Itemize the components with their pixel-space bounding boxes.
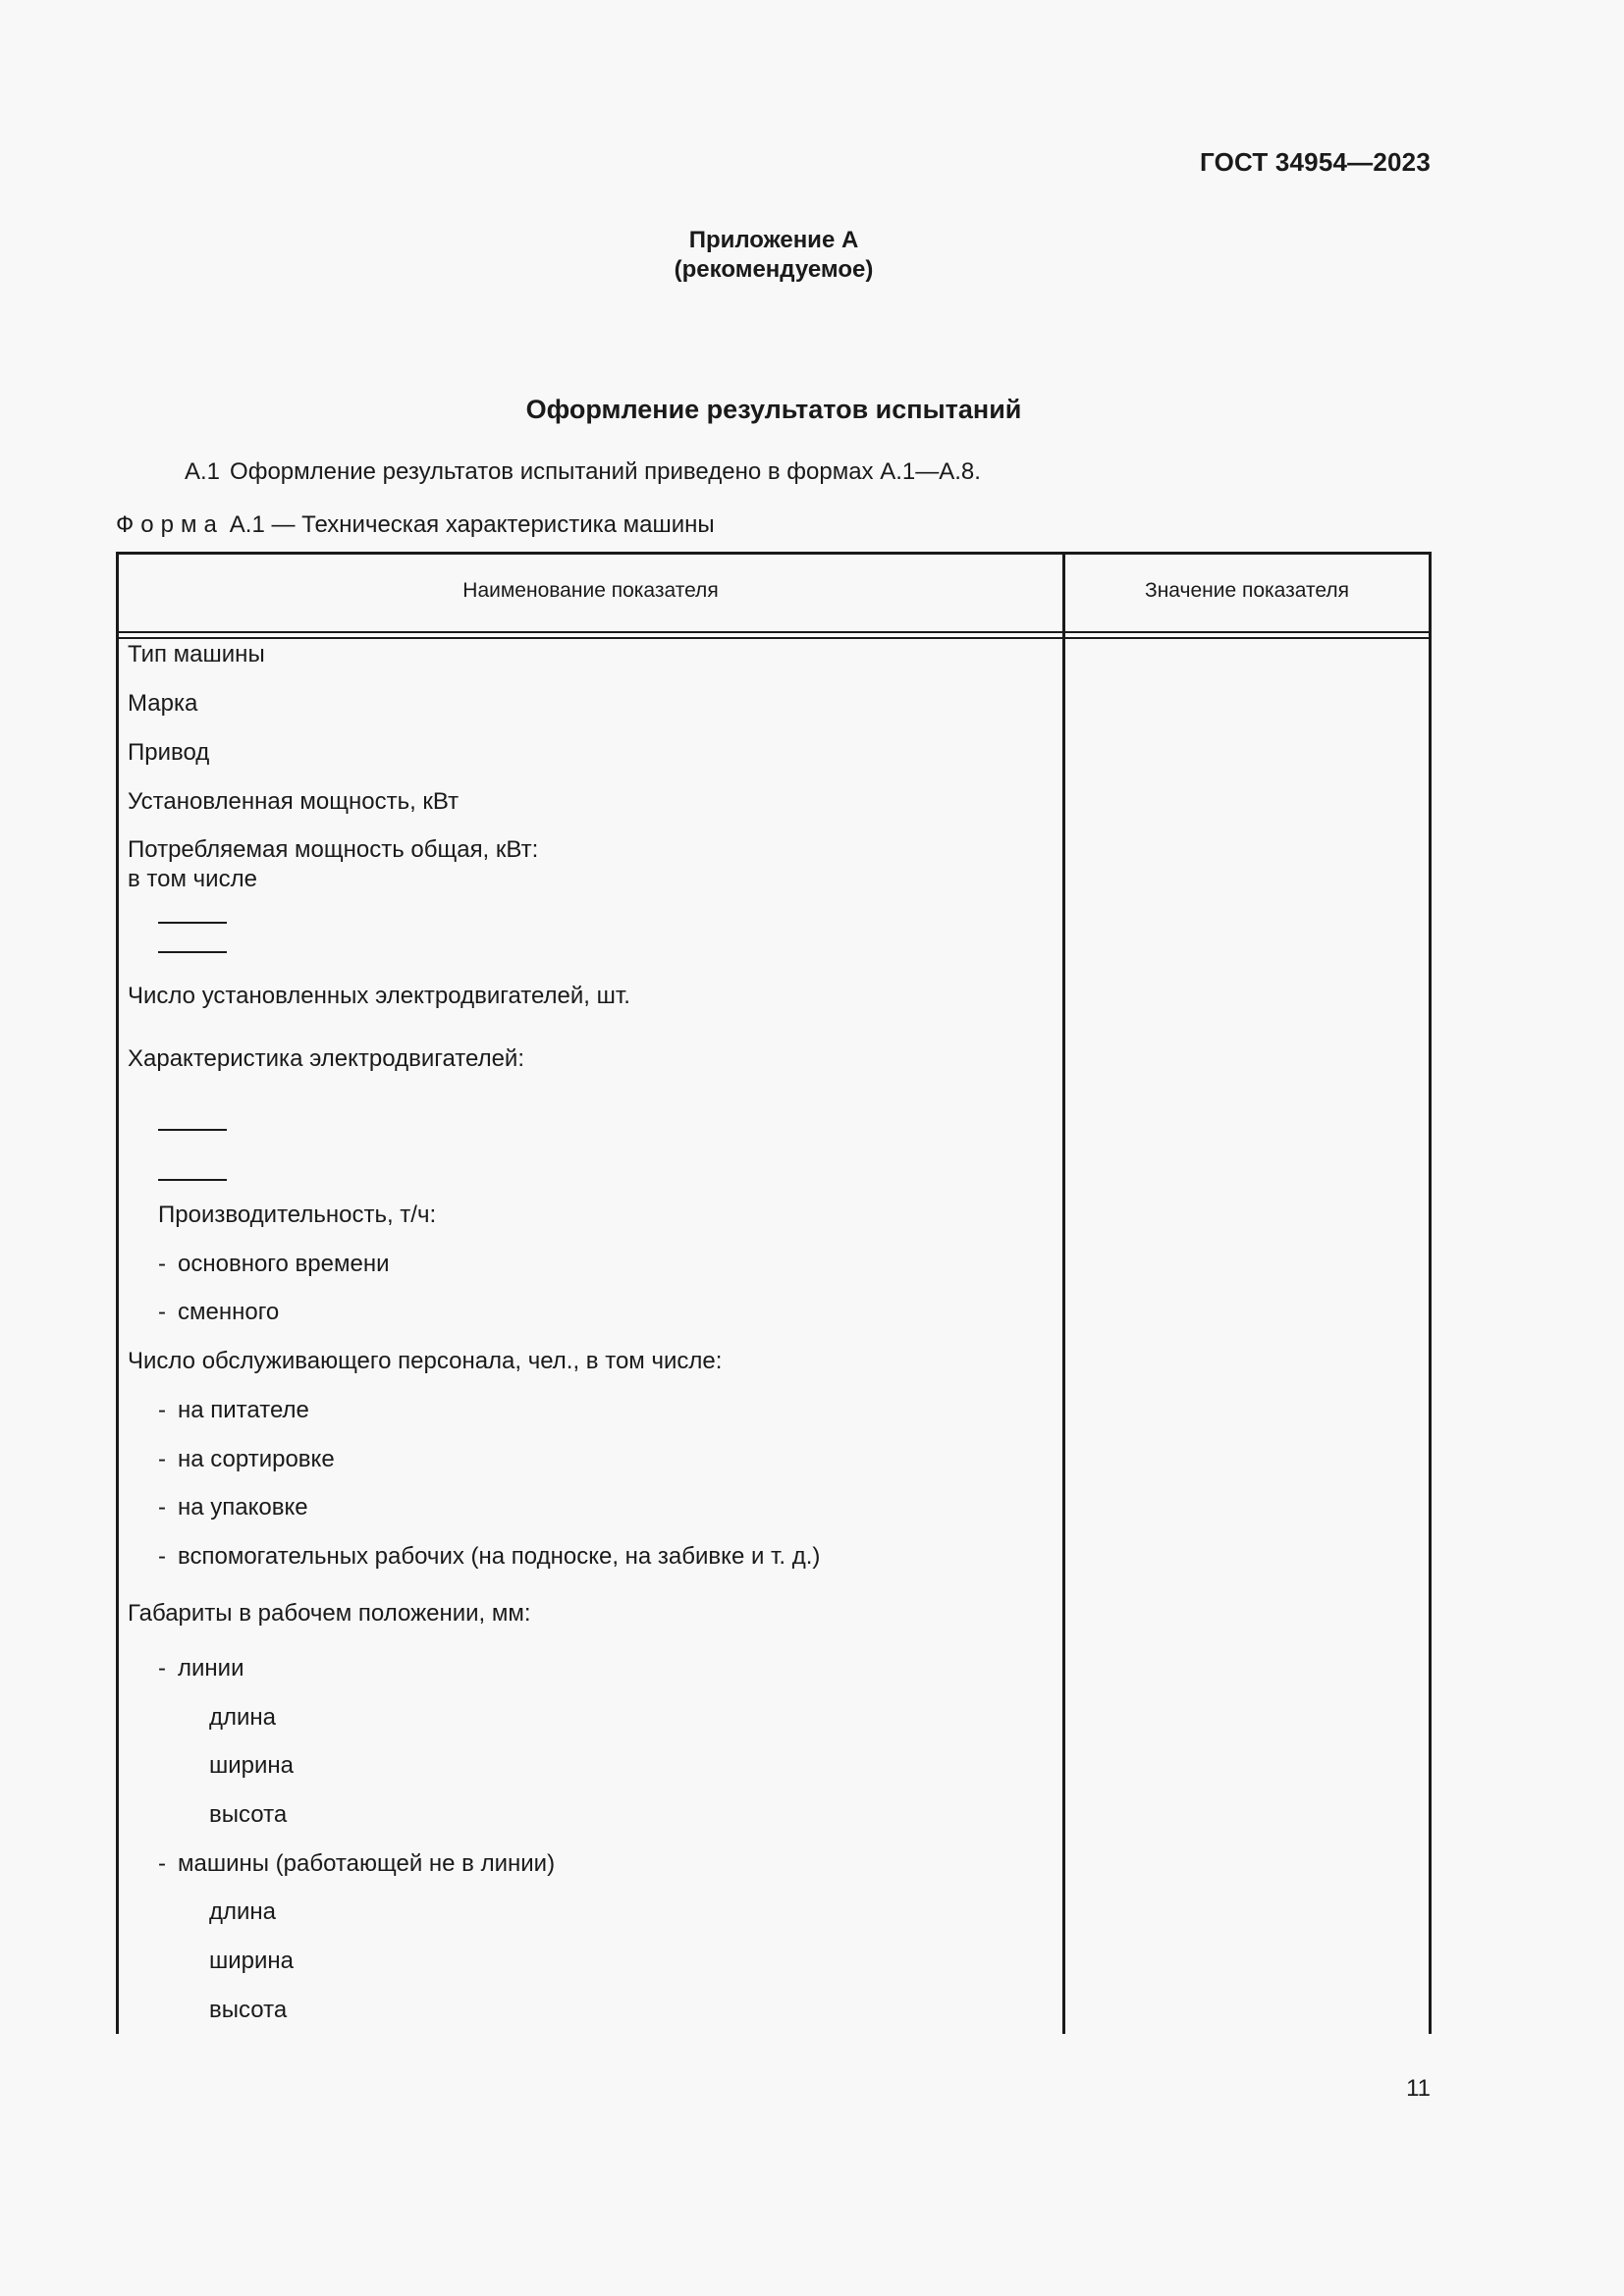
blank-entry-line	[158, 951, 227, 953]
table-header-rule-double	[116, 637, 1432, 639]
table-row: Производительность, т/ч:	[158, 1201, 437, 1228]
appendix-heading	[0, 226, 1547, 285]
table-row: Габариты в рабочем положении, мм:	[128, 1600, 531, 1627]
document-code: ГОСТ 34954—2023	[1200, 147, 1431, 177]
table-header-rule	[116, 631, 1432, 633]
clause-number: А.1	[185, 458, 221, 485]
table-row: - машины (работающей не в линии)	[158, 1850, 556, 1877]
table-row: - вспомогательных рабочих (на подноске, на забивке и т. д.)	[158, 1543, 821, 1570]
table-row: - на питателе	[158, 1397, 309, 1423]
table-border-right	[1429, 552, 1432, 2034]
blank-entry-line	[158, 922, 227, 924]
appendix-title: Приложение А	[688, 227, 859, 253]
table-row: длина	[209, 1704, 277, 1731]
table-row: Тип машины	[128, 641, 265, 667]
table-border-left	[116, 552, 119, 2034]
table-row: Привод	[128, 739, 210, 766]
table-header-name: Наименование показателя	[462, 579, 719, 602]
section-title: Оформление результатов испытаний	[525, 395, 1022, 424]
table-row: Число установленных электродвигателей, шт.	[128, 983, 630, 1009]
table-row: Установленная мощность, кВт	[128, 788, 460, 815]
blank-entry-line	[158, 1179, 227, 1181]
table-row: Характеристика электродвигателей:	[128, 1045, 524, 1072]
table-header-value: Значение показателя	[1145, 579, 1349, 602]
table-row: - на сортировке	[158, 1446, 335, 1472]
table-row: - сменного	[158, 1299, 280, 1325]
table-column-divider	[1062, 552, 1065, 2034]
clause-text: Оформление результатов испытаний приведено в формах А.1—А.8.	[230, 458, 981, 485]
table-row: в том числе	[128, 866, 257, 892]
table-row: - на упаковке	[158, 1494, 308, 1521]
clause-a1	[185, 458, 981, 486]
table-row: длина	[209, 1898, 277, 1925]
table-row: Марка	[128, 690, 198, 717]
table-row: Число обслуживающего персонала, чел., в том числе:	[128, 1348, 723, 1374]
table-border-top	[116, 552, 1432, 555]
table-row: ширина	[209, 1752, 295, 1779]
table-row: - основного времени	[158, 1251, 390, 1277]
table-row: ширина	[209, 1948, 295, 1974]
blank-entry-line	[158, 1129, 227, 1131]
appendix-status: (рекомендуемое)	[674, 256, 874, 283]
table-row: высота	[209, 1801, 288, 1828]
form-caption	[116, 511, 715, 539]
form-caption-text: А.1 — Техническая характеристика машины	[229, 511, 715, 538]
table-row: - линии	[158, 1655, 244, 1682]
table-row: Потребляемая мощность общая, кВт:	[128, 836, 539, 863]
page-number: 11	[1406, 2075, 1431, 2102]
characteristics-table	[116, 552, 1432, 2034]
form-caption-word: Форма	[116, 511, 224, 538]
table-row: высота	[209, 1997, 288, 2023]
